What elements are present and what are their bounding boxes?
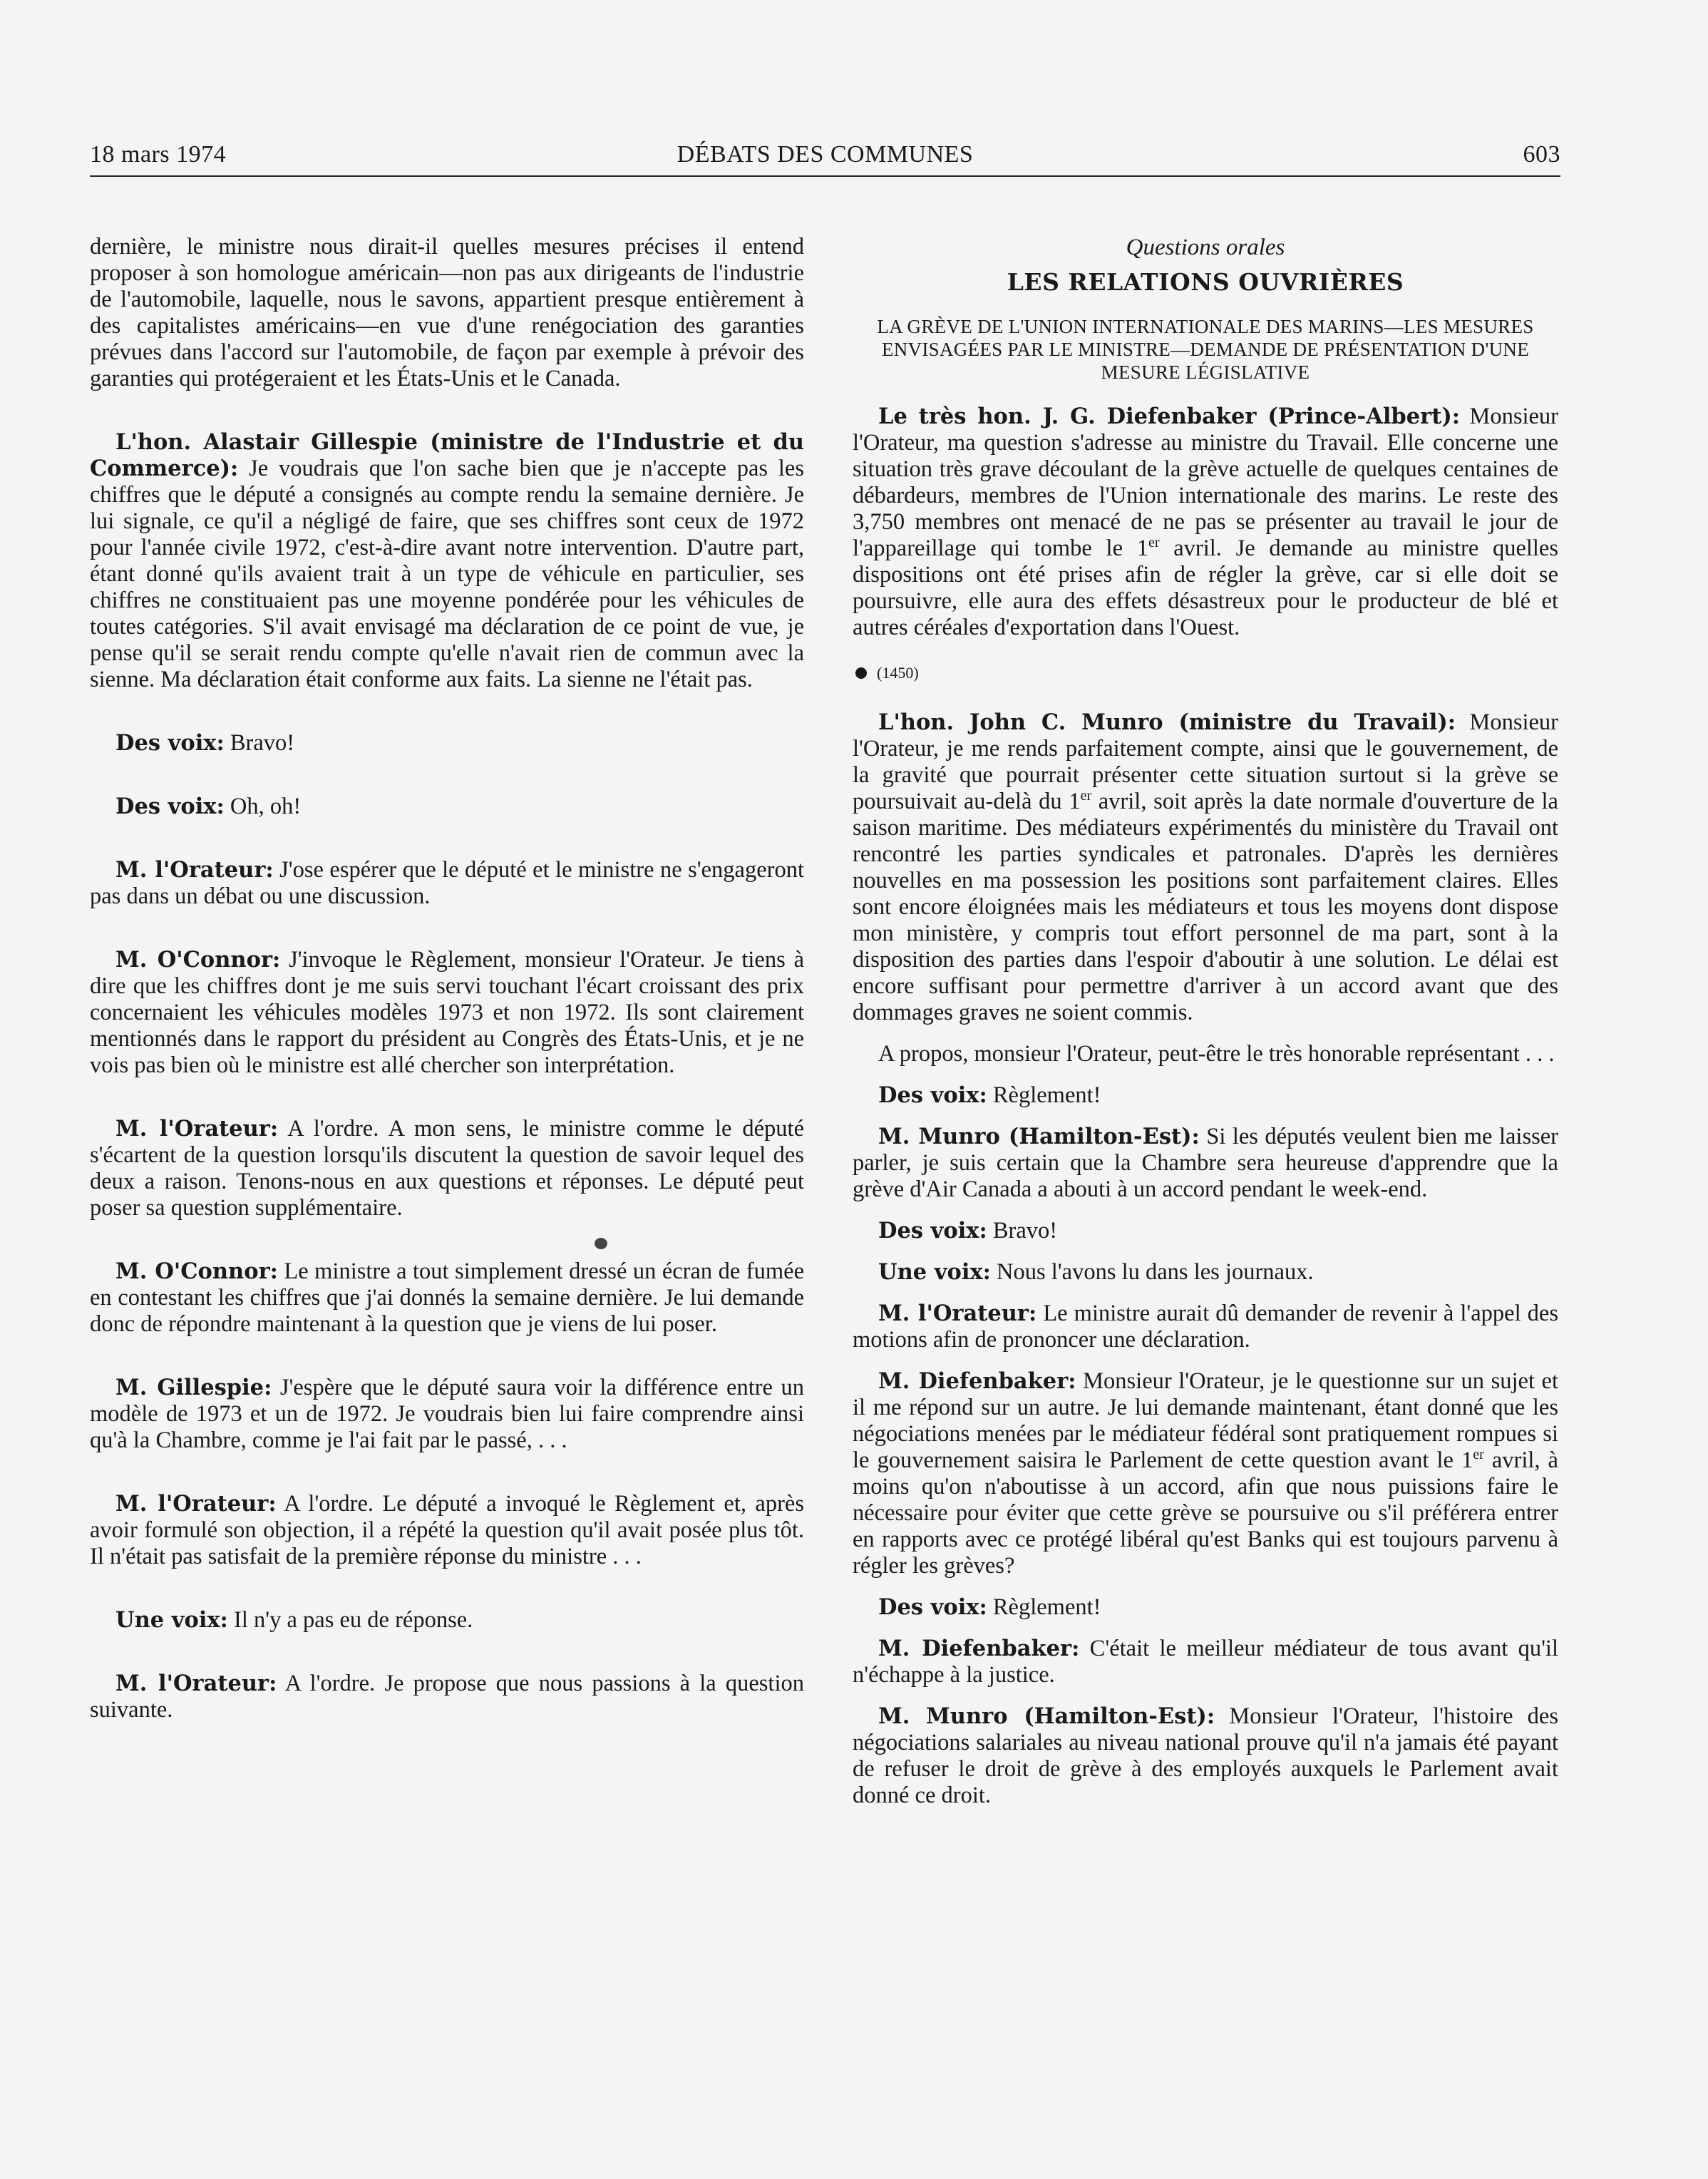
paragraph: Des voix: Règlement! — [878, 1594, 1101, 1620]
speaker-name: M. Munro (Hamilton-Est): — [878, 1703, 1215, 1729]
paragraph: Des voix: Oh, oh! — [115, 794, 302, 819]
speaker-name: M. l'Orateur: — [115, 1116, 279, 1142]
paragraph: Des voix: Règlement! — [878, 1082, 1101, 1108]
paragraph: M. Gillespie: J'espère que le député saura voir la différence entre un modèle de 1973 et un de 1972. Je voudrais bien lui faire comprendre ainsi qu'à la Chambre, comme je l'ai fait par le passé, . . . — [90, 1375, 804, 1453]
paragraph: Des voix: Bravo! — [115, 730, 295, 756]
paragraph: L'hon. Alastair Gillespie (ministre de l'Industrie et du Commerce): Je voudrais que l'on sache bien que je n'accepte pas les chiffres que le député a consignés au compte rendu la semaine dernière. Je lui signale, ce qu'il a négligé de faire, que ses chiffres sont ceux de 1972 pour l'année civile 1972, c'est-à-dire avant notre intervention. D'autre part, étant donné qu'ils avaient trait à un type de véhicule en particulier, ses chiffres ne constituaient pas une moyenne pondérée pour les véhicules de toutes catégories. S'il avait envisagé ma déclaration de ce point de vue, je pense qu'il se serait rendu compte qu'elle n'avait rien de commun avec la sienne. Ma déclaration était conforme aux faits. La sienne ne l'était pas. — [90, 429, 804, 692]
speaker-name: M. l'Orateur: — [115, 1491, 277, 1517]
page-header — [90, 140, 1560, 177]
right-column — [853, 234, 1558, 1824]
speaker-name: Des voix: — [115, 730, 225, 756]
paragraph: M. l'Orateur: A l'ordre. Je propose que nous passions à la question suivante. — [90, 1671, 804, 1723]
speaker-name: Des voix: — [115, 794, 225, 819]
paragraph: M. Diefenbaker: Monsieur l'Orateur, je le questionne sur un sujet et il me répond sur un autre. Je lui demande maintenant, étant donné que les négociations menées par le médiateur fédéral sont pratiquement rompues si le gouvernement saisira le Parlement de cette question avant le 1er avril, à moins qu'on n'aboutisse à un accord, afin que nous puissions faire le nécessaire pour éviter que cette grève se poursuive ou s'il préférera entrer en rapports avec ce protégé libéral qu'est Banks qui est toujours parvenu à régler les grèves? — [853, 1368, 1558, 1579]
speaker-name: L'hon. John C. Munro (ministre du Travail): — [878, 709, 1456, 735]
speaker-name: M. l'Orateur: — [878, 1301, 1037, 1326]
speaker-name: Des voix: — [878, 1218, 987, 1244]
section-kicker: Questions orales — [1126, 235, 1285, 260]
paragraph: L'hon. John C. Munro (ministre du Travail): Monsieur l'Orateur, je me rends parfaitement compte, ainsi que le gouvernement, de la gravité que pourrait présenter cette situation surtout si la grève se poursuivait au-delà du 1er avril, soit après la date normale d'ouverture de la saison maritime. Des médiateurs expérimentés du ministère du Travail ont rencontré les parties syndicales et patronales. D'après les dernières nouvelles en ma possession les positions sont parfaitement claires. Elles sont encore éloignées mais les médiateurs et tous les moyens dont dispose mon ministère, y compris tout effort personnel de ma part, sont à la disposition des parties dans l'espoir d'aboutir à une solution. Le délai est encore suffisant pour permettre d'arriver à un accord avant que des dommages graves ne soient commis. — [853, 709, 1558, 1025]
paragraph: Une voix: Nous l'avons lu dans les journaux. — [878, 1259, 1314, 1285]
speaker-name: Des voix: — [878, 1082, 987, 1108]
speaker-name: Le très hon. J. G. Diefenbaker (Prince-Albert): — [878, 404, 1461, 429]
paragraph: M. l'Orateur: J'ose espérer que le député et le ministre ne s'engageront pas dans un débat ou une discussion. — [90, 857, 804, 909]
speaker-name: M. Gillespie: — [115, 1375, 272, 1400]
paragraph: M. Diefenbaker: C'était le meilleur médiateur de tous avant qu'il n'échappe à la justice. — [853, 1636, 1558, 1688]
speaker-name: Des voix: — [878, 1594, 987, 1620]
speaker-name: M. O'Connor: — [115, 947, 281, 973]
left-column — [90, 234, 804, 1760]
paragraph: M. O'Connor: Le ministre a tout simplement dressé un écran de fumée en contestant les chiffres que j'ai donnés la semaine dernière. Je lui demande donc de répondre maintenant à la question que je viens de lui poser. — [90, 1258, 805, 1337]
paragraph: M. Munro (Hamilton-Est): Si les députés veulent bien me laisser parler, je suis certain que la Chambre sera heureuse d'apprendre que la grève d'Air Canada a abouti à un accord pendant le week-end. — [853, 1124, 1558, 1202]
speaker-name: M. l'Orateur: — [115, 857, 274, 883]
paragraph: A propos, monsieur l'Orateur, peut-être le très honorable représentant . . . — [878, 1041, 1555, 1067]
speaker-name: M. Diefenbaker: — [878, 1368, 1076, 1394]
paragraph: Une voix: Il n'y a pas eu de réponse. — [115, 1607, 473, 1633]
speaker-name: Une voix: — [115, 1607, 228, 1633]
speaker-name: Une voix: — [878, 1259, 991, 1285]
paragraph: M. O'Connor: J'invoque le Règlement, monsieur l'Orateur. Je tiens à dire que les chiffres dont je me suis servi touchant l'écart croissant des prix concernaient les véhicules modèles 1973 et non 1972. Ils sont clairement mentionnés dans le rapport du président au Congrès des États-Unis, et je ne vois pas bien où le ministre est allé chercher son interprétation. — [90, 947, 804, 1078]
speaker-name: M. l'Orateur: — [115, 1671, 277, 1696]
time-marker: (1450) — [853, 662, 1558, 684]
speaker-name: M. O'Connor: — [115, 1258, 278, 1284]
ink-blot — [595, 1238, 607, 1249]
paragraph: M. l'Orateur: A l'ordre. A mon sens, le ministre comme le député s'écartent de la question lorsqu'ils discutent la question de savoir lequel des deux a raison. Tenons-nous en aux questions et réponses. Le député peut poser sa question supplémentaire. — [90, 1116, 804, 1221]
speaker-name: M. Diefenbaker: — [878, 1636, 1080, 1661]
header-page-number: 603 — [1523, 141, 1560, 168]
paragraph: M. Munro (Hamilton-Est): Monsieur l'Orateur, l'histoire des négociations salariales au niveau national prouve qu'il n'a jamais été payant de refuser le droit de grève à des employés auxquels le Parlement avait donné ce droit. — [853, 1703, 1558, 1808]
header-title: DÉBATS DES COMMUNES — [676, 141, 974, 168]
speaker-name: M. Munro (Hamilton-Est): — [878, 1124, 1200, 1149]
paragraph: M. l'Orateur: A l'ordre. Le député a invoqué le Règlement et, après avoir formulé son objection, il a répété la question qu'il avait posée plus tôt. Il n'était pas satisfait de la première réponse du ministre . . . — [90, 1491, 804, 1569]
speaker-name: L'hon. Alastair Gillespie (ministre de l'Industrie et du Commerce): — [90, 429, 804, 481]
bullet-icon — [855, 667, 867, 679]
paragraph: dernière, le ministre nous dirait-il quelles mesures précises il entend proposer à son homologue américain—non pas aux dirigeants de l'industrie de l'automobile, laquelle, nous le savons, appartient presque entièrement à des capitalistes américains—en vue d'une renégociation des garanties prévues dans l'accord sur l'automobile, de façon par exemple à prévoir des garanties qui protégeraient et les États-Unis et le Canada. — [90, 234, 804, 391]
section-title: LES RELATIONS OUVRIÈRES — [1007, 268, 1404, 296]
paragraph: Le très hon. J. G. Diefenbaker (Prince-Albert): Monsieur l'Orateur, ma question s'adresse au ministre du Travail. Elle concerne une situation très grave découlant de la grève actuelle de quelques centaines de débardeurs, membres de l'Union internationale des marins. Le reste des 3,750 membres ont menacé de ne pas se présenter au travail le jour de l'appareillage qui tombe le 1er avril. Je demande au ministre quelles dispositions ont été prises afin de régler la grève, car si elle doit se poursuivre, elle aura des effets désastreux pour le producteur de blé et autres céréales d'exportation dans l'Ouest. — [853, 404, 1559, 640]
paragraph: Des voix: Bravo! — [878, 1218, 1058, 1244]
paragraph: M. l'Orateur: Le ministre aurait dû demander de revenir à l'appel des motions afin de prononcer une déclaration. — [853, 1301, 1558, 1353]
section-subtitle: LA GRÈVE DE L'UNION INTERNATIONALE DES MARINS—LES MESURES ENVISAGÉES PAR LE MINISTRE—DEMANDE DE PRÉSENTATION D'UNE MESURE LÉGISLATIVE — [877, 316, 1534, 383]
header-date: 18 mars 1974 — [90, 141, 227, 168]
